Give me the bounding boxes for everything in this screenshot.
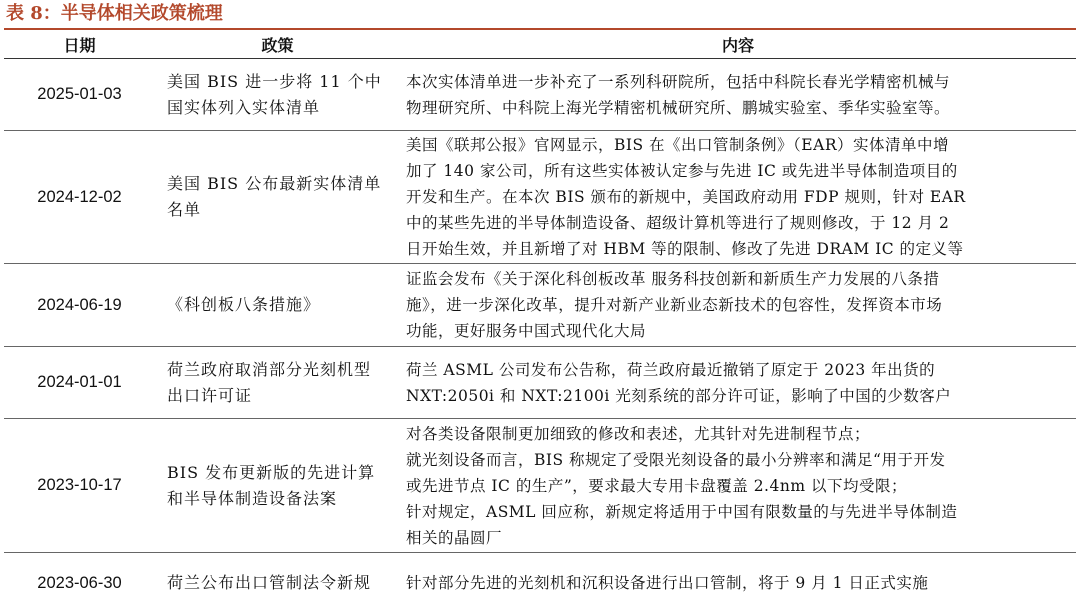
content-line: 证监会发布《关于深化科创板改革 服务科技创新和新质生产力发展的八条措 (406, 270, 940, 288)
table-row (4, 553, 1076, 608)
row-policy: 荷兰公布出口管制法令新规 (167, 573, 372, 592)
row-date: 2025-01-03 (4, 59, 155, 131)
content-line: 对各类设备限制更加细致的修改和表述，尤其针对先进制程节点； (406, 424, 871, 443)
header-policy: 政策 (155, 30, 400, 59)
content-line: 开发和生产。在本次 BIS 颁布的新规中，美国政府动用 FDP 规则，针对 EAR (406, 188, 966, 206)
header-content: 内容 (400, 30, 1076, 59)
table-row (4, 131, 1076, 264)
header-date: 日期 (4, 30, 155, 59)
table-row (4, 419, 1076, 553)
content-line: 针对部分先进的光刻机和沉积设备进行出口管制，将于 9 月 1 日正式实施 (406, 574, 929, 592)
table-row (4, 59, 1076, 131)
row-date: 2024-01-01 (4, 347, 155, 419)
content-line: 或先进节点 IC 的生产”，要求最大专用卡盘覆盖 2.4nm 以下均受限； (406, 476, 907, 495)
row-policy: BIS 发布更新版的先进计算和半导体制造设备法案 (155, 419, 400, 553)
content-line: 荷兰 ASML 公司发布公告称，荷兰政府最近撤销了原定于 2023 年出货的 (406, 360, 936, 379)
row-date: 2024-06-19 (4, 264, 155, 347)
row-content (400, 553, 1076, 608)
row-date: 2023-10-17 (4, 419, 155, 553)
content-line: 物理研究所、中科院上海光学精密机械研究所、鹏城实验室、季华实验室等。 (406, 98, 951, 117)
content-line: 相关的晶圆厂 (406, 528, 503, 547)
row-content (400, 59, 1076, 131)
content-line: NXT:2050i 和 NXT:2100i 光刻系统的部分许可证，影响了中国的少数客户 (406, 386, 952, 405)
content-line: 日开始生效，并且新增了对 HBM 等的限制、修改了先进 DRAM IC 的定义等 (406, 240, 964, 258)
row-content (400, 131, 1076, 264)
table-row (4, 264, 1076, 347)
table-header-row (4, 30, 1076, 59)
content-line: 施》，进一步深化改革，提升对新产业新业态新技术的包容性，发挥资本市场 (406, 296, 943, 314)
content-line: 加了 140 家公司，所有这些实体被认定参与先进 IC 或先进半导体制造项目的 (406, 162, 958, 180)
row-policy: 美国 BIS 进一步将 11 个中国实体列入实体清单 (155, 59, 400, 131)
content-line: 中的某些先进的半导体制造设备、超级计算机等进行了规则修改，于 12 月 2 (406, 214, 950, 232)
row-policy: 荷兰政府取消部分光刻机型出口许可证 (155, 347, 400, 419)
row-date: 2024-12-02 (4, 131, 155, 264)
content-line: 本次实体清单进一步补充了一系列科研院所，包括中科院长春光学精密机械与 (406, 72, 951, 91)
content-line: 美国《联邦公报》官网显示，BIS 在《出口管制条例》（EAR）实体清单中增 (406, 136, 949, 154)
row-policy: 《科创板八条措施》 (155, 264, 400, 347)
policy-table (4, 30, 1076, 608)
row-content (400, 264, 1076, 347)
row-policy: 美国 BIS 公布最新实体清单名单 (155, 131, 400, 264)
row-date: 2023-06-30 (37, 573, 122, 592)
row-content (400, 419, 1076, 553)
content-line: 针对规定，ASML 回应称，新规定将适用于中国有限数量的与先进半导体制造 (406, 502, 958, 521)
content-line: 就光刻设备而言，BIS 称规定了受限光刻设备的最小分辨率和满足“用于开发 (406, 450, 946, 469)
content-line: 功能，更好服务中国式现代化大局 (406, 322, 647, 340)
table-title: 表 8：半导体相关政策梳理 (6, 3, 223, 24)
row-content (400, 347, 1076, 419)
table-row (4, 347, 1076, 419)
